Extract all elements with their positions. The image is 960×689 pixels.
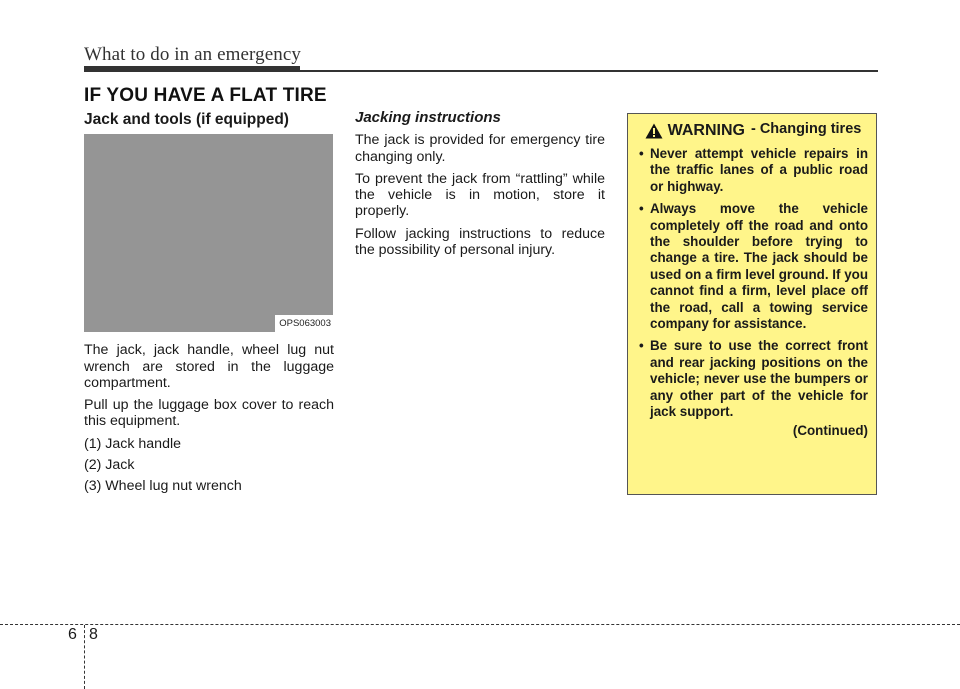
- middle-column: [355, 110, 605, 264]
- left-column: [84, 112, 334, 500]
- jacking-heading: Jacking instructions: [355, 109, 501, 126]
- equipment-photo: [84, 134, 333, 332]
- header-title: What to do in an emergency: [84, 44, 301, 65]
- chapter-number: 6: [68, 626, 77, 643]
- photo-code: OPS063003: [275, 315, 333, 332]
- warning-box: [627, 113, 877, 495]
- jacking-paragraph-2: To prevent the jack from “rattling” while the vehicle is in motion, store it properly.: [355, 170, 605, 220]
- jacking-paragraph-3: Follow jacking instructions to reduce the possibility of personal injury.: [355, 225, 605, 259]
- section-title: IF YOU HAVE A FLAT TIRE: [84, 85, 327, 106]
- warning-header: [638, 122, 868, 140]
- list-item-lug-wrench: (3) Wheel lug nut wrench: [84, 478, 242, 495]
- warning-continued: (Continued): [792, 422, 868, 438]
- jacking-paragraph-1: The jack is provided for emergency tire changing only.: [355, 132, 605, 165]
- warning-bullet: • Always move the vehicle completely off the road and onto the shoulder before trying to change a tire. The jack should be used on a firm level ground. If you cannot find a firm, level place off the road, call a towing service company for assistance.: [638, 201, 868, 332]
- footer-rule: [0, 624, 960, 625]
- footer-divider: [84, 625, 85, 689]
- list-item-jack: (2) Jack: [84, 457, 135, 474]
- list-item-jack-handle: (1) Jack handle: [84, 435, 181, 452]
- warning-label: WARNING: [667, 122, 745, 139]
- warning-triangle-icon: [645, 123, 663, 139]
- warning-bullet: • Never attempt vehicle repairs in the traffic lanes of a public road or highway.: [638, 146, 868, 195]
- header-rule: [84, 70, 878, 72]
- storage-paragraph: The jack, jack handle, wheel lug nut wrench are stored in the luggage compartment.: [84, 342, 334, 391]
- jack-tools-heading: Jack and tools (if equipped): [84, 111, 289, 128]
- warning-bullet: • Be sure to use the correct front and rear jacking positions on the vehicle; never use the bumpers or any other part of the vehicle for jack support.: [638, 338, 868, 420]
- cover-paragraph: Pull up the luggage box cover to reach this equipment.: [84, 397, 334, 430]
- warning-topic: - Changing tires: [750, 121, 862, 137]
- warning-list: [638, 146, 868, 421]
- page-number: 8: [89, 626, 98, 643]
